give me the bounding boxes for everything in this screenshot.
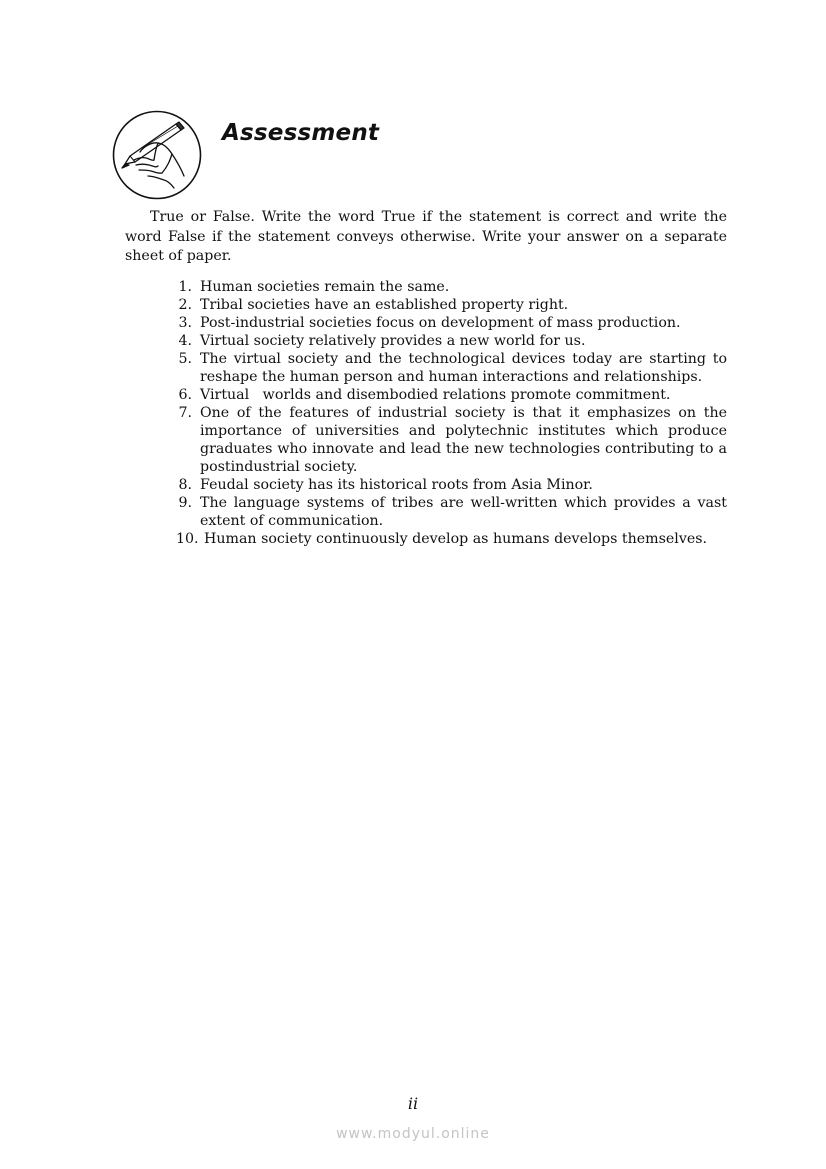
item-number: 1. — [178, 279, 192, 295]
instructions: True or False. Write the word True if the statement is correct and write the word False if the statement conveys otherwise. Write your answer on a separate sheet of paper. — [125, 209, 727, 264]
list-item — [172, 296, 727, 314]
list-item — [172, 278, 727, 296]
item-number: 6. — [178, 387, 192, 403]
item-text: The language systems of tribes are well-written which provides a vast extent of communication. — [200, 495, 727, 529]
item-text: Human society continuously develop as humans develops themselves. — [204, 531, 708, 547]
item-number: 5. — [178, 351, 192, 367]
list-item — [172, 476, 727, 494]
item-number: 2. — [178, 297, 192, 313]
item-text: One of the features of industrial society is that it emphasizes on the importance of universities and polytechnic institutes which produce graduates who innovate and lead the new technologies contributing to a postindustrial society. — [200, 405, 727, 475]
item-text: The virtual society and the technological devices today are starting to reshape the human person and human interactions and relationships. — [200, 351, 727, 385]
hand-writing-pencil-icon — [112, 110, 202, 200]
item-number: 9. — [178, 495, 192, 511]
item-text: Tribal societies have an established property right. — [200, 297, 569, 313]
item-number: 4. — [178, 333, 192, 349]
question-list — [172, 278, 727, 548]
list-item — [172, 314, 727, 332]
list-item — [172, 530, 727, 548]
list-item — [172, 350, 727, 386]
item-number: 3. — [178, 315, 192, 331]
list-item — [172, 494, 727, 530]
list-item — [172, 386, 727, 404]
item-number: 10. — [176, 531, 199, 547]
item-text: Post-industrial societies focus on development of mass production. — [200, 315, 681, 331]
watermark: www.modyul.online — [336, 1126, 490, 1142]
list-item — [172, 332, 727, 350]
item-text: Virtual worlds and disembodied relations promote commitment. — [200, 387, 671, 403]
item-text: Virtual society relatively provides a new world for us. — [200, 333, 586, 349]
page-number: ii — [407, 1094, 419, 1113]
list-item — [172, 404, 727, 476]
item-number: 7. — [178, 405, 192, 421]
item-text: Human societies remain the same. — [200, 279, 450, 295]
item-number: 8. — [178, 477, 192, 493]
page-title: Assessment — [222, 120, 380, 146]
item-text: Feudal society has its historical roots from Asia Minor. — [200, 477, 593, 493]
